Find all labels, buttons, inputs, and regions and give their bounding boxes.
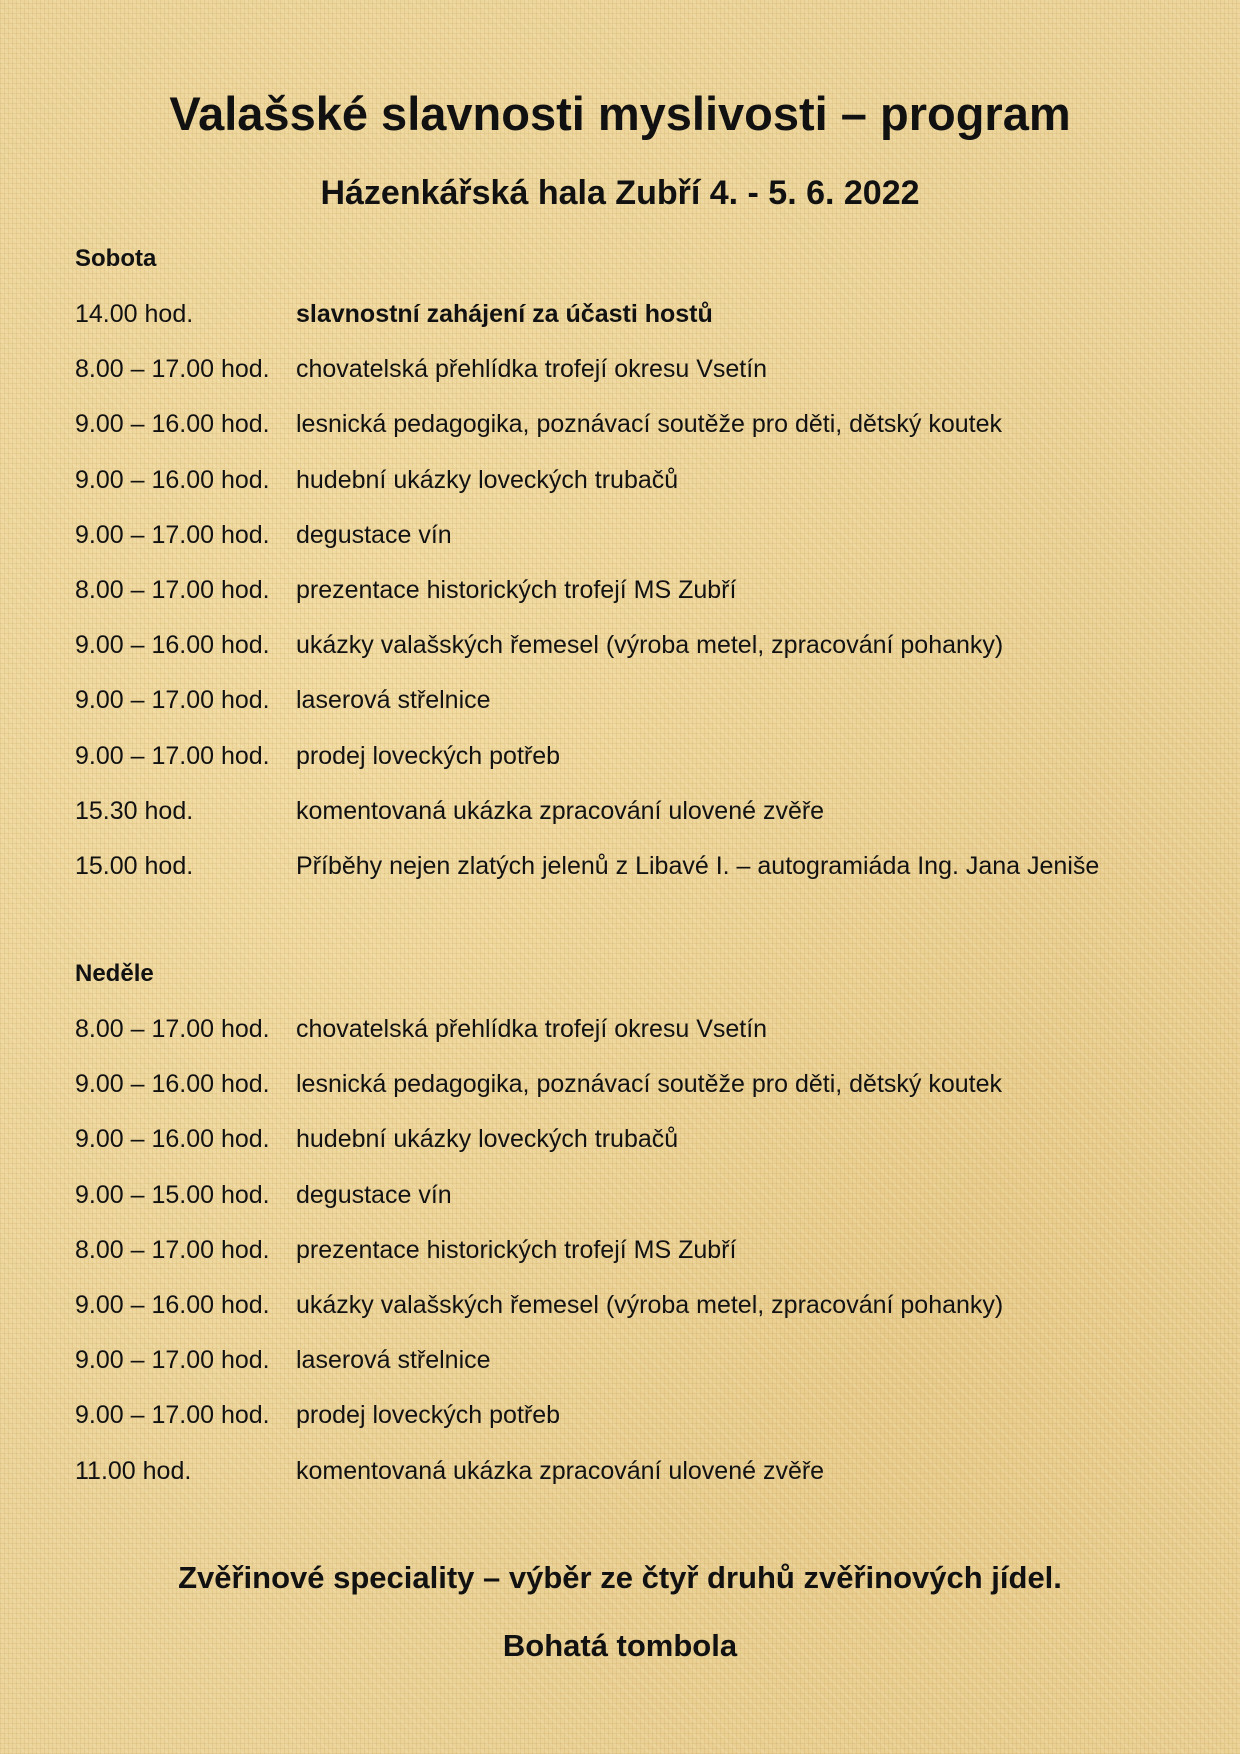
schedule-row xyxy=(75,1013,1195,1068)
schedule-time: 9.00 – 16.00 hod. xyxy=(75,1290,270,1319)
schedule-row xyxy=(75,740,1195,795)
schedule-time: 9.00 – 17.00 hod. xyxy=(75,741,270,770)
schedule-row xyxy=(75,519,1195,574)
schedule-row xyxy=(75,1068,1195,1123)
schedule-time: 9.00 – 16.00 hod. xyxy=(75,1125,270,1154)
saturday-schedule xyxy=(75,298,1195,905)
schedule-time: 9.00 – 17.00 hod. xyxy=(75,686,270,715)
schedule-row xyxy=(75,1234,1195,1289)
schedule-row xyxy=(75,1179,1195,1234)
schedule-activity: komentovaná ukázka zpracování ulovené zvěře xyxy=(296,1456,825,1485)
schedule-time: 9.00 – 16.00 hod. xyxy=(75,1070,270,1099)
schedule-time: 9.00 – 16.00 hod. xyxy=(75,631,270,660)
schedule-row xyxy=(75,1289,1195,1344)
schedule-row xyxy=(75,850,1195,905)
schedule-activity: Příběhy nejen zlatých jelenů z Libavé I. – autogramiáda Ing. Jana Jeniše xyxy=(296,851,1100,880)
schedule-row xyxy=(75,629,1195,684)
schedule-activity: chovatelská přehlídka trofejí okresu Vsetín xyxy=(296,355,768,384)
schedule-activity: degustace vín xyxy=(296,520,452,549)
schedule-time: 9.00 – 17.00 hod. xyxy=(75,1346,270,1375)
schedule-activity: prodej loveckých potřeb xyxy=(296,741,561,770)
sunday-heading: Neděle xyxy=(75,960,154,987)
schedule-row xyxy=(75,574,1195,629)
schedule-activity: lesnická pedagogika, poznávací soutěže pro děti, dětský koutek xyxy=(296,410,1002,439)
schedule-time: 8.00 – 17.00 hod. xyxy=(75,575,270,604)
schedule-time: 15.00 hod. xyxy=(75,851,194,880)
schedule-activity: slavnostní zahájení za účasti hostů xyxy=(296,300,713,328)
schedule-activity: prezentace historických trofejí MS Zubří xyxy=(296,575,737,604)
schedule-time: 8.00 – 17.00 hod. xyxy=(75,1235,270,1264)
schedule-time: 11.00 hod. xyxy=(75,1456,192,1485)
venison-specialties: Zvěřinové speciality – výběr ze čtyř druhů zvěřinových jídel. xyxy=(178,1560,1062,1595)
schedule-activity: prezentace historických trofejí MS Zubří xyxy=(296,1235,737,1264)
schedule-activity: ukázky valašských řemesel (výroba metel, zpracování pohanky) xyxy=(296,1290,1004,1319)
schedule-activity: laserová střelnice xyxy=(296,1346,491,1375)
schedule-row xyxy=(75,1455,1195,1510)
schedule-time: 9.00 – 17.00 hod. xyxy=(75,1401,270,1430)
schedule-activity: komentovaná ukázka zpracování ulovené zvěře xyxy=(296,796,825,825)
schedule-time: 9.00 – 17.00 hod. xyxy=(75,520,270,549)
schedule-activity: hudební ukázky loveckých trubačů xyxy=(296,465,679,494)
schedule-activity: prodej loveckých potřeb xyxy=(296,1401,561,1430)
schedule-activity: degustace vín xyxy=(296,1180,452,1209)
sunday-schedule xyxy=(75,1013,1195,1510)
schedule-time: 9.00 – 16.00 hod. xyxy=(75,410,270,439)
page-title: Valašské slavnosti myslivosti – program xyxy=(169,87,1071,140)
schedule-row xyxy=(75,464,1195,519)
schedule-time: 9.00 – 16.00 hod. xyxy=(75,465,270,494)
schedule-time: 8.00 – 17.00 hod. xyxy=(75,355,270,384)
schedule-row xyxy=(75,408,1195,463)
tombola-note: Bohatá tombola xyxy=(502,1628,738,1663)
schedule-row xyxy=(75,684,1195,739)
schedule-row xyxy=(75,1344,1195,1399)
schedule-activity: hudební ukázky loveckých trubačů xyxy=(296,1125,679,1154)
schedule-row xyxy=(75,795,1195,850)
schedule-row xyxy=(75,353,1195,408)
saturday-heading: Sobota xyxy=(75,245,157,272)
schedule-activity: ukázky valašských řemesel (výroba metel, zpracování pohanky) xyxy=(296,631,1004,660)
schedule-time: 9.00 – 15.00 hod. xyxy=(75,1180,270,1209)
event-venue-date: Házenkářská hala Zubří 4. - 5. 6. 2022 xyxy=(320,174,920,212)
schedule-time: 14.00 hod. xyxy=(75,300,194,328)
schedule-activity: laserová střelnice xyxy=(296,686,491,715)
schedule-activity: lesnická pedagogika, poznávací soutěže pro děti, dětský koutek xyxy=(296,1070,1002,1099)
schedule-row xyxy=(75,298,1195,353)
schedule-time: 8.00 – 17.00 hod. xyxy=(75,1015,270,1043)
schedule-time: 15.30 hod. xyxy=(75,796,194,825)
schedule-activity: chovatelská přehlídka trofejí okresu Vsetín xyxy=(296,1015,768,1043)
schedule-row xyxy=(75,1123,1195,1178)
schedule-row xyxy=(75,1399,1195,1454)
